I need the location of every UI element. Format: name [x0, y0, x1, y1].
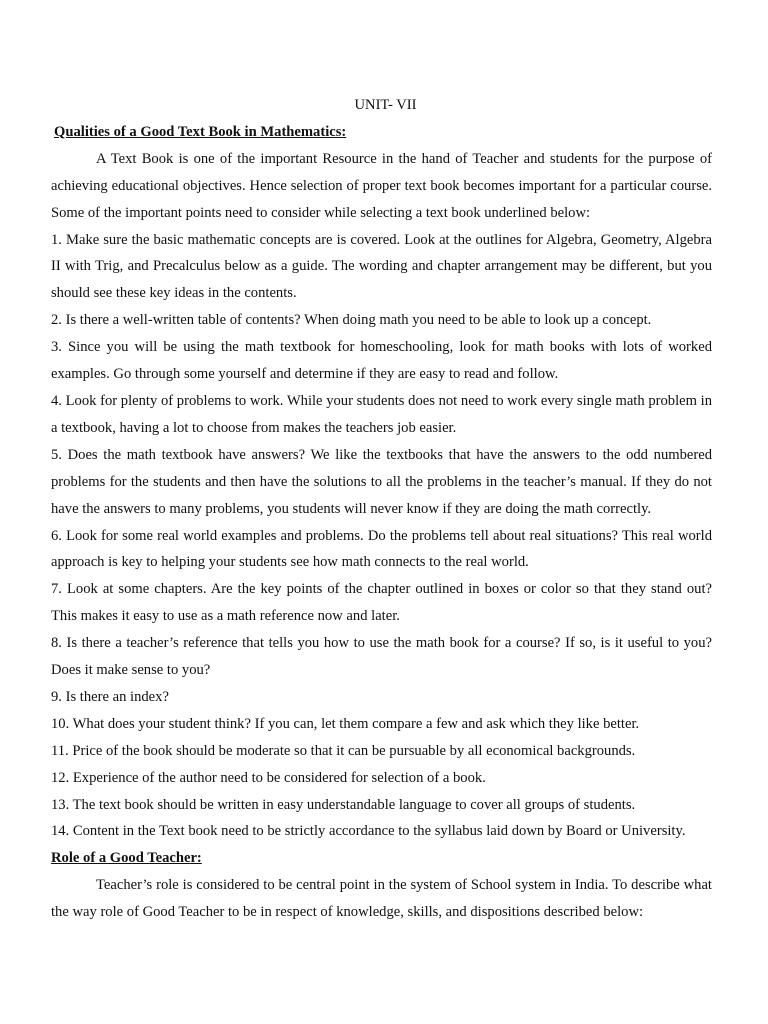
- list-item: 7. Look at some chapters. Are the key points of the chapter outlined in boxes or color so that they stand out? This makes it easy to use as a math reference now and later.: [51, 581, 712, 625]
- list-item: 10. What does your student think? If you can, let them compare a few and ask which they like better.: [51, 715, 640, 732]
- list-item: 12. Experience of the author need to be considered for selection of a book.: [51, 769, 486, 786]
- list-item: 8. Is there a teacher’s reference that tells you how to use the math book for a course? If so, is it useful to you? Does it make sense to you?: [51, 635, 712, 679]
- teacher-intro-paragraph: Teacher’s role is considered to be central point in the system of School system in India. To describe what the way role of Good Teacher to be in respect of knowledge, skills, and dispositions described below:: [51, 877, 712, 921]
- list-item: 1. Make sure the basic mathematic concepts are is covered. Look at the outlines for Algebra, Geometry, Algebra II with Trig, and Precalculus below as a guide. The wording and chapter arrangement may be different, but you should see these key ideas in the contents.: [51, 231, 712, 302]
- document-page: [51, 92, 712, 926]
- list-item: 2. Is there a well-written table of contents? When doing math you need to be able to look up a concept.: [51, 312, 652, 329]
- list-item: 13. The text book should be written in easy understandable language to cover all groups of students.: [51, 796, 636, 813]
- unit-title: UNIT- VII: [354, 97, 417, 113]
- section-intro-paragraph: A Text Book is one of the important Resource in the hand of Teacher and students for the purpose of achieving educational objectives. Hence selection of proper text book becomes important for a particular course. Some of the important points need to consider while selecting a text book underlined below:: [51, 150, 712, 221]
- list-item: 4. Look for plenty of problems to work. While your students does not need to work every single math problem in a textbook, having a lot to choose from makes the teachers job easier.: [51, 392, 712, 436]
- list-item: 11. Price of the book should be moderate so that it can be pursuable by all economical backgrounds.: [51, 742, 636, 759]
- list-item: 6. Look for some real world examples and problems. Do the problems tell about real situations? This real world approach is key to helping your students see how math connects to the real world.: [51, 527, 712, 571]
- section-heading-textbook-qualities: Qualities of a Good Text Book in Mathematics:: [54, 123, 347, 140]
- section-heading-good-teacher: Role of a Good Teacher:: [51, 850, 202, 867]
- list-item: 5. Does the math textbook have answers? We like the textbooks that have the answers to the odd numbered problems for the students and then have the solutions to all the problems in the teacher’s manual. If they do not have the answers to many problems, you students will never know if they are doing the math correctly.: [51, 446, 712, 517]
- list-item: 14. Content in the Text book need to be strictly accordance to the syllabus laid down by Board or University.: [51, 823, 686, 840]
- list-item: 9. Is there an index?: [51, 688, 169, 705]
- list-item: 3. Since you will be using the math textbook for homeschooling, look for math books with lots of worked examples. Go through some yourself and determine if they are easy to read and follow.: [51, 339, 712, 383]
- qualities-list: [51, 227, 712, 846]
